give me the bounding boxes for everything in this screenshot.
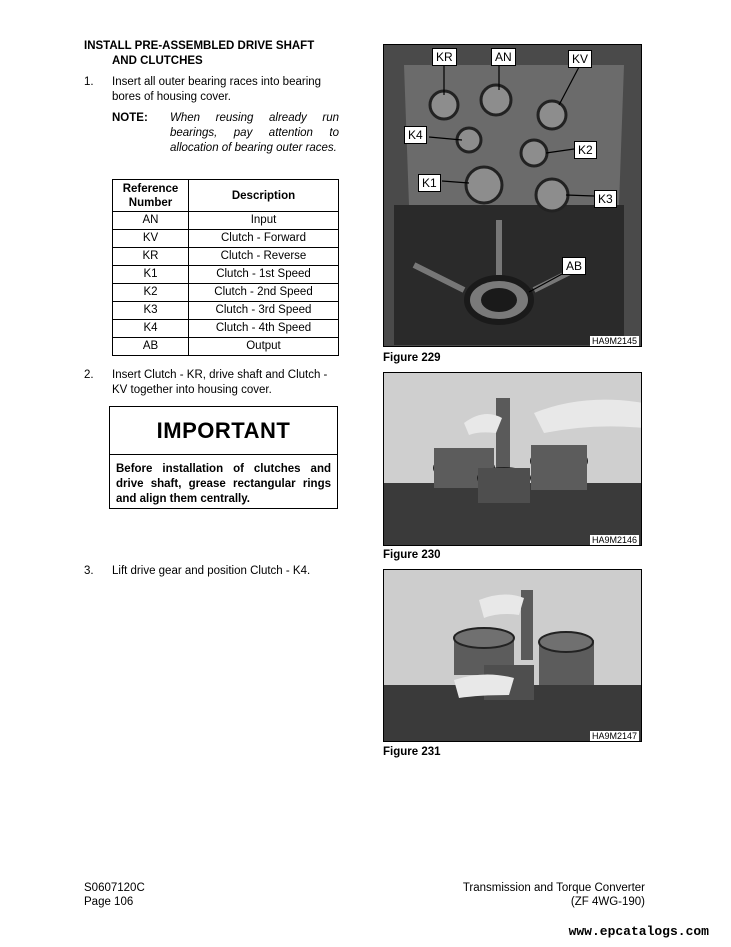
description-cell: Clutch - 4th Speed (189, 320, 339, 338)
description-cell: Clutch - 3rd Speed (189, 302, 339, 320)
column-header: Description (189, 180, 339, 212)
step-text: Insert Clutch - KR, drive shaft and Clutch - KV together into housing cover. (112, 369, 328, 396)
description-cell: Input (189, 212, 339, 230)
step-3 (84, 564, 344, 580)
heading-line-2: AND CLUTCHES (112, 55, 203, 67)
note-label: NOTE: (112, 112, 148, 124)
image-code: HA9M2145 (591, 336, 637, 346)
table-row (113, 302, 339, 320)
description-cell: Output (189, 338, 339, 356)
important-text: Before installation of clutches and drive shaft, grease rectangular rings and align them centrally. (116, 463, 331, 505)
step-text: Lift drive gear and position Clutch - K4. (112, 565, 311, 577)
table-row (113, 266, 339, 284)
table-row (113, 230, 339, 248)
step-number: 1. (84, 76, 94, 88)
description-cell: Clutch - 1st Speed (189, 266, 339, 284)
table-row (113, 320, 339, 338)
footer-left (84, 881, 145, 909)
figure-231-caption: Figure 231 (383, 746, 441, 758)
reference-number-cell: K3 (113, 302, 189, 320)
section-heading (84, 39, 314, 69)
drive-gear-image (384, 570, 642, 742)
image-code: HA9M2146 (591, 535, 637, 545)
callout-label: K4 (404, 126, 427, 144)
reference-table (112, 179, 339, 356)
table-row (113, 212, 339, 230)
figure-229-caption: Figure 229 (383, 352, 441, 364)
manual-title: Transmission and Torque Converter (462, 882, 645, 894)
step-number: 3. (84, 565, 94, 577)
footer-right (463, 881, 645, 909)
note-text: When reusing already run bearings, pay attention to allocation of bearing outer races. (170, 112, 339, 154)
column-header: Reference Number (113, 180, 189, 212)
page-number: Page 106 (84, 896, 134, 908)
watermark[interactable]: www.epcatalogs.com (568, 924, 709, 939)
description-cell: Clutch - Reverse (189, 248, 339, 266)
important-box (109, 406, 338, 509)
clutch-install-image (384, 373, 642, 546)
step-text: Insert all outer bearing races into bearing bores of housing cover. (112, 76, 322, 103)
document-number: S0607120C (84, 882, 145, 894)
figure-229-photo (383, 44, 642, 347)
callout-label: KR (432, 48, 457, 66)
figure-230-caption: Figure 230 (383, 549, 441, 561)
callout-label: KV (568, 50, 592, 68)
table-row (113, 284, 339, 302)
reference-number-cell: K1 (113, 266, 189, 284)
description-cell: Clutch - Forward (189, 230, 339, 248)
callout-label: K1 (418, 174, 441, 192)
table-row (113, 338, 339, 356)
table-row (113, 248, 339, 266)
image-code: HA9M2147 (591, 731, 637, 741)
reference-number-cell: K2 (113, 284, 189, 302)
manual-model: (ZF 4WG-190) (570, 896, 645, 908)
callout-label: AN (491, 48, 516, 66)
description-cell: Clutch - 2nd Speed (189, 284, 339, 302)
table-header-row (113, 180, 339, 212)
figure-230-photo (383, 372, 642, 546)
callout-label: AB (562, 257, 586, 275)
reference-number-cell: K4 (113, 320, 189, 338)
reference-number-cell: KR (113, 248, 189, 266)
step-1 (84, 75, 344, 107)
callout-label: K3 (594, 190, 617, 208)
figure-231-photo (383, 569, 642, 742)
heading-line-1: INSTALL PRE-ASSEMBLED DRIVE SHAFT (84, 40, 315, 52)
step-number: 2. (84, 369, 94, 381)
important-title: IMPORTANT (110, 407, 337, 455)
note (112, 111, 342, 173)
step-2 (84, 368, 344, 400)
reference-number-cell: AB (113, 338, 189, 356)
reference-number-cell: KV (113, 230, 189, 248)
callout-label: K2 (574, 141, 597, 159)
reference-number-cell: AN (113, 212, 189, 230)
